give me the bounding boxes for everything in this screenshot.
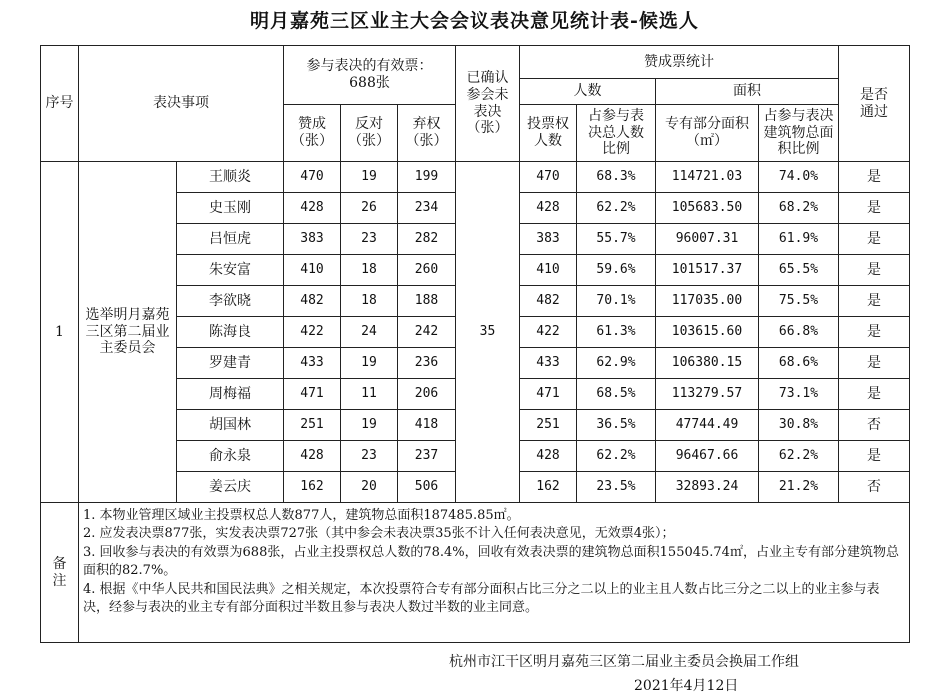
remark-note-1: 1. 本物业管理区域业主投票权总人数877人，建筑物总面积187485.85㎡。 [83, 508, 520, 523]
exclusive-area: 96467.66 [656, 441, 759, 472]
passed-result: 是 [839, 348, 910, 379]
against-count: 19 [341, 348, 398, 379]
exclusive-area: 47744.49 [656, 410, 759, 441]
area-ratio: 68.6% [759, 348, 839, 379]
candidate-name: 周梅福 [177, 379, 284, 410]
approve-count: 482 [284, 286, 341, 317]
people-ratio: 61.3% [577, 317, 656, 348]
table-row [41, 162, 910, 193]
voters-count: 428 [520, 193, 577, 224]
passed-result: 是 [839, 441, 910, 472]
voters-count: 470 [520, 162, 577, 193]
voters-count: 422 [520, 317, 577, 348]
abstain-count: 282 [398, 224, 456, 255]
approve-count: 428 [284, 441, 341, 472]
area-ratio: 66.8% [759, 317, 839, 348]
header-people: 人数 [520, 79, 656, 105]
header-approve: 赞成 （张） [284, 105, 341, 162]
abstain-count: 242 [398, 317, 456, 348]
passed-result: 是 [839, 224, 910, 255]
area-ratio: 73.1% [759, 379, 839, 410]
approve-count: 428 [284, 193, 341, 224]
passed-result: 是 [839, 379, 910, 410]
header-abstain: 弃权 （张） [398, 105, 456, 162]
voters-count: 433 [520, 348, 577, 379]
exclusive-area: 101517.37 [656, 255, 759, 286]
area-ratio: 74.0% [759, 162, 839, 193]
abstain-count: 418 [398, 410, 456, 441]
passed-result: 是 [839, 317, 910, 348]
area-ratio: 65.5% [759, 255, 839, 286]
remarks-label: 备 注 [41, 503, 79, 643]
header-approve-stats: 赞成票统计 [520, 46, 839, 79]
voters-count: 383 [520, 224, 577, 255]
header-voters: 投票权 人数 [520, 105, 577, 162]
people-ratio: 62.2% [577, 193, 656, 224]
voters-count: 482 [520, 286, 577, 317]
item-confirmed: 35 [456, 162, 520, 503]
area-ratio: 62.2% [759, 441, 839, 472]
candidate-name: 胡国林 [177, 410, 284, 441]
exclusive-area: 96007.31 [656, 224, 759, 255]
item-matter: 选举明月嘉苑三区第二届业主委员会 [79, 162, 177, 503]
abstain-count: 506 [398, 472, 456, 503]
approve-count: 162 [284, 472, 341, 503]
against-count: 24 [341, 317, 398, 348]
remark-note-3: 3. 回收参与表决的有效票为688张，占业主投票权总人数的78.4%，回收有效表决票的建筑物总面积155045.74㎡，占业主专有部分建筑物总面积的82.7%。 [83, 544, 899, 579]
voters-count: 162 [520, 472, 577, 503]
people-ratio: 59.6% [577, 255, 656, 286]
area-ratio: 68.2% [759, 193, 839, 224]
people-ratio: 36.5% [577, 410, 656, 441]
against-count: 19 [341, 410, 398, 441]
header-area: 面积 [656, 79, 839, 105]
people-ratio: 68.3% [577, 162, 656, 193]
abstain-count: 234 [398, 193, 456, 224]
candidate-name: 俞永泉 [177, 441, 284, 472]
people-ratio: 68.5% [577, 379, 656, 410]
header-confirmed: 已确认 参会未 表决 （张） [456, 46, 520, 162]
remark-note-2: 2. 应发表决票877张，实发表决票727张（其中参会未表决票35张不计入任何表决意见，无效票4张）； [83, 526, 675, 542]
exclusive-area: 32893.24 [656, 472, 759, 503]
area-ratio: 61.9% [759, 224, 839, 255]
against-count: 19 [341, 162, 398, 193]
passed-result: 是 [839, 286, 910, 317]
people-ratio: 55.7% [577, 224, 656, 255]
remarks-content [79, 503, 910, 643]
approve-count: 410 [284, 255, 341, 286]
against-count: 23 [341, 441, 398, 472]
against-count: 11 [341, 379, 398, 410]
candidate-name: 史玉刚 [177, 193, 284, 224]
passed-result: 是 [839, 255, 910, 286]
area-ratio: 75.5% [759, 286, 839, 317]
people-ratio: 23.5% [577, 472, 656, 503]
abstain-count: 188 [398, 286, 456, 317]
page-title: 明月嘉苑三区业主大会会议表决意见统计表-候选人 [250, 10, 699, 32]
voters-count: 471 [520, 379, 577, 410]
header-valid-votes: 参与表决的有效票： 688张 [284, 46, 456, 105]
approve-count: 383 [284, 224, 341, 255]
approve-count: 433 [284, 348, 341, 379]
exclusive-area: 103615.60 [656, 317, 759, 348]
against-count: 18 [341, 286, 398, 317]
header-against: 反对 （张） [341, 105, 398, 162]
header-exclusive-area: 专有部分面积 （㎡） [656, 105, 759, 162]
people-ratio: 62.2% [577, 441, 656, 472]
abstain-count: 199 [398, 162, 456, 193]
against-count: 18 [341, 255, 398, 286]
candidate-name: 王顺炎 [177, 162, 284, 193]
against-count: 26 [341, 193, 398, 224]
people-ratio: 62.9% [577, 348, 656, 379]
passed-result: 否 [839, 410, 910, 441]
people-ratio: 70.1% [577, 286, 656, 317]
candidate-name: 姜云庆 [177, 472, 284, 503]
passed-result: 是 [839, 162, 910, 193]
voters-count: 251 [520, 410, 577, 441]
abstain-count: 260 [398, 255, 456, 286]
abstain-count: 206 [398, 379, 456, 410]
header-matter: 表决事项 [79, 46, 284, 162]
exclusive-area: 106380.15 [656, 348, 759, 379]
candidate-name: 吕恒虎 [177, 224, 284, 255]
remark-note-4: 4. 根据《中华人民共和国民法典》之相关规定，本次投票符合专有部分面积占比三分之二以上的业主且人数占比三分之二以上的业主参与表决，经参与表决的业主专有部分面积过半数且参与表决人数过半数的业主同意。 [83, 581, 880, 616]
voters-count: 428 [520, 441, 577, 472]
exclusive-area: 113279.57 [656, 379, 759, 410]
abstain-count: 236 [398, 348, 456, 379]
candidate-name: 罗建青 [177, 348, 284, 379]
approve-count: 471 [284, 379, 341, 410]
candidate-name: 朱安富 [177, 255, 284, 286]
against-count: 23 [341, 224, 398, 255]
header-seq: 序号 [41, 46, 79, 162]
approve-count: 422 [284, 317, 341, 348]
item-seq: 1 [41, 162, 79, 503]
approve-count: 470 [284, 162, 341, 193]
header-area-ratio: 占参与表决 建筑物总面 积比例 [759, 105, 839, 162]
area-ratio: 21.2% [759, 472, 839, 503]
vote-table [40, 45, 910, 643]
area-ratio: 30.8% [759, 410, 839, 441]
against-count: 20 [341, 472, 398, 503]
footer-org: 杭州市江干区明月嘉苑三区第二届业主委员会换届工作组 [449, 654, 799, 670]
approve-count: 251 [284, 410, 341, 441]
exclusive-area: 105683.50 [656, 193, 759, 224]
header-people-ratio: 占参与表 决总人数 比例 [577, 105, 656, 162]
voters-count: 410 [520, 255, 577, 286]
passed-result: 是 [839, 193, 910, 224]
header-passed: 是否 通过 [839, 46, 910, 162]
candidate-name: 陈海良 [177, 317, 284, 348]
abstain-count: 237 [398, 441, 456, 472]
exclusive-area: 117035.00 [656, 286, 759, 317]
footer-date: 2021年4月12日 [634, 678, 739, 694]
candidate-name: 李欲晓 [177, 286, 284, 317]
passed-result: 否 [839, 472, 910, 503]
exclusive-area: 114721.03 [656, 162, 759, 193]
